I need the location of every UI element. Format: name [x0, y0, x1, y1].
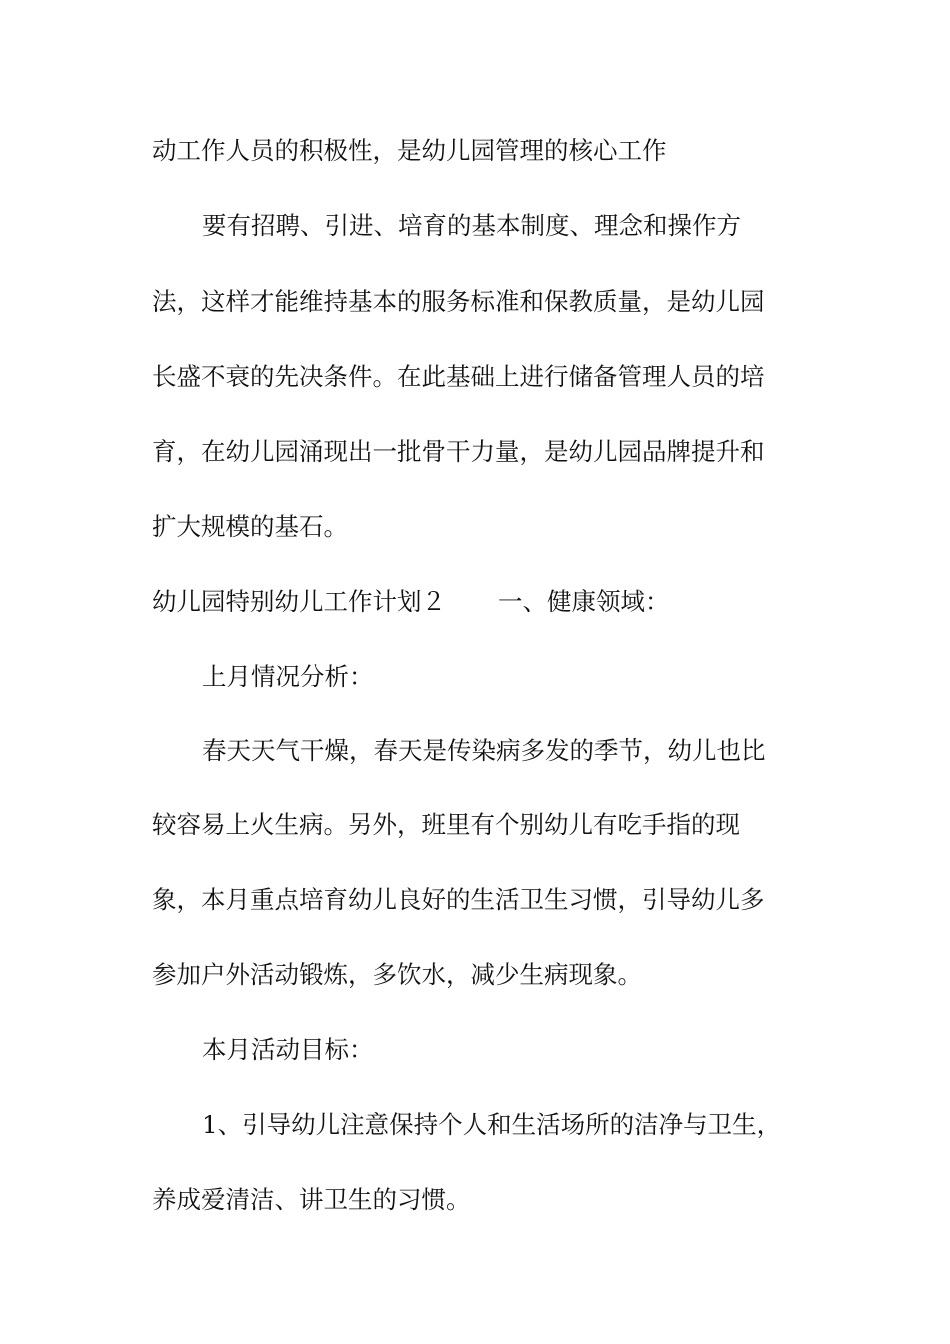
section-heading [152, 582, 802, 622]
paragraph-line: 育，在幼儿园涌现出一批骨干力量，是幼儿园品牌提升和 [152, 437, 765, 466]
paragraph-line: 要有招聘、引进、培育的基本制度、理念和操作方 [202, 211, 741, 240]
paragraph-line: 春天天气干燥，春天是传染病多发的季节，幼儿也比 [202, 736, 766, 765]
paragraph-line: 养成爱清洁、讲卫生的习惯。 [152, 1185, 471, 1214]
subheading: 上月情况分析： [202, 662, 374, 691]
paragraph-line: 动工作人员的积极性，是幼儿园管理的核心工作 [152, 136, 667, 165]
paragraph-line: 象，本月重点培育幼儿良好的生活卫生习惯，引导幼儿多 [152, 885, 765, 914]
list-item: 1、引导幼儿注意保持个人和生活场所的洁净与卫生， [202, 1110, 782, 1139]
subheading: 本月活动目标： [202, 1035, 374, 1064]
paragraph-line: 较容易上火生病。另外，班里有个别幼儿有吃手指的现 [152, 810, 740, 839]
paragraph-line: 法，这样才能维持基本的服务标准和保教质量，是幼儿园 [152, 287, 765, 316]
paragraph-line: 扩大规模的基石。 [152, 512, 348, 541]
paragraph-line: 参加户外活动锻炼，多饮水，减少生病现象。 [152, 960, 642, 989]
document-title: 幼儿园特别幼儿工作计划２ [152, 587, 446, 616]
section-title: 一、健康领域： [498, 587, 670, 616]
paragraph-line: 长盛不衰的先决条件。在此基础上进行储备管理人员的培 [152, 362, 765, 391]
